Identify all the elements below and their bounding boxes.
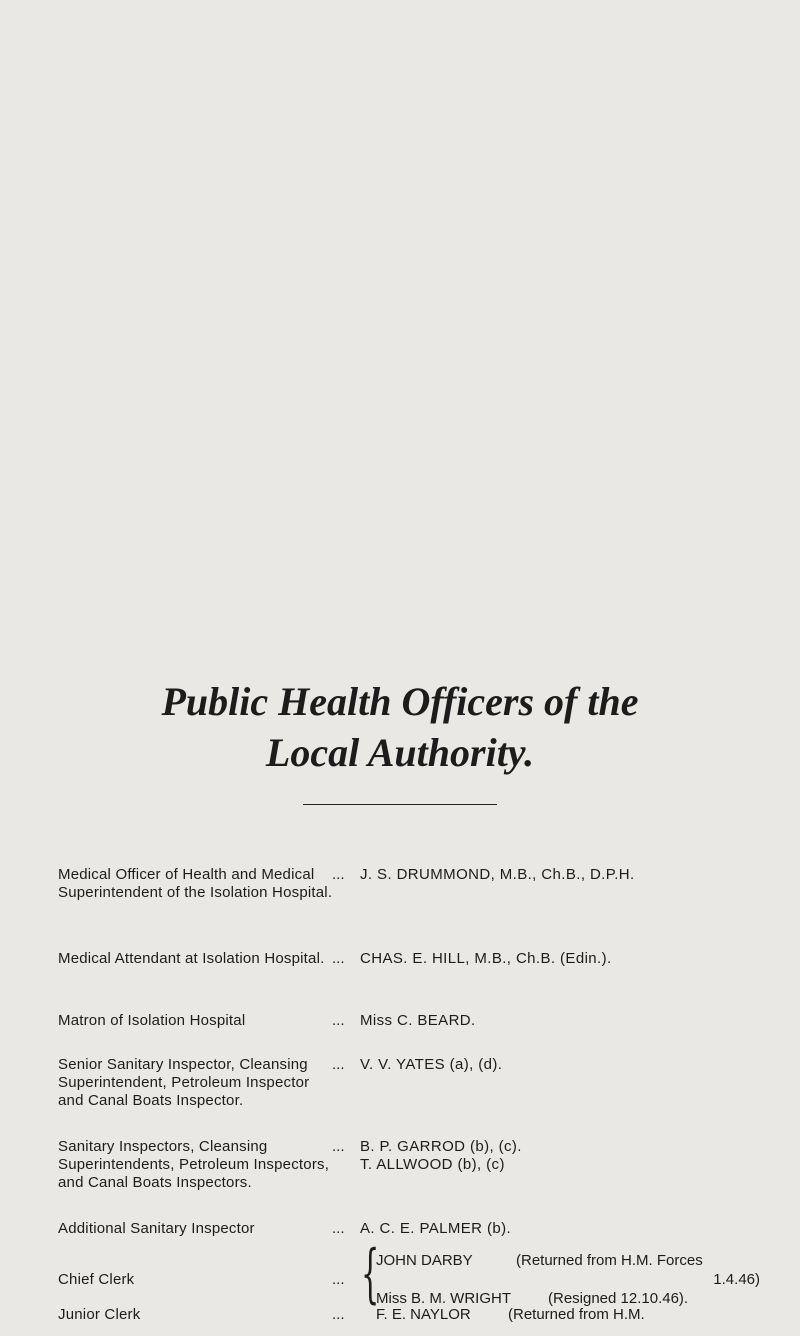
clerk-name: F. E. NAYLOR: [376, 1306, 471, 1323]
officer-name: Miss C. BEARD.: [360, 1012, 476, 1029]
leader-dots: ...: [332, 1012, 345, 1029]
brace-glyph: {: [361, 1237, 380, 1311]
title-divider: [303, 804, 497, 805]
leader-dots: ...: [332, 1220, 345, 1237]
leader-dots: ...: [332, 1306, 345, 1323]
clerk-note: 1.4.46): [713, 1271, 760, 1288]
clerk-note: (Returned from H.M. Forces: [516, 1252, 703, 1269]
officer-name: [360, 1138, 522, 1174]
leader-dots: ...: [332, 1056, 345, 1073]
officer-name: V. V. YATES (a), (d).: [360, 1056, 503, 1073]
officer-name: CHAS. E. HILL, M.B., Ch.B. (Edin.).: [360, 950, 612, 967]
leader-dots: ...: [332, 1138, 345, 1155]
page-title-line-1: Public Health Officers of the: [161, 679, 639, 724]
clerk-note: (Resigned 12.10.46).: [548, 1290, 689, 1307]
officer-role: Chief Clerk: [58, 1271, 135, 1288]
officer-role: Sanitary Inspectors, Cleansing Superintendents, Petroleum Inspectors, and Canal Boats Inspectors.: [58, 1138, 330, 1191]
officer-name-line: B. P. GARROD (b), (c).: [360, 1138, 522, 1155]
officer-role: Medical Officer of Health and Medical Superintendent of the Isolation Hospital.: [58, 866, 333, 901]
clerk-note: (Returned from H.M.: [508, 1306, 645, 1323]
junior-clerk-entry: [58, 1306, 760, 1336]
page-title-line-2: Local Authority.: [265, 730, 535, 775]
leader-dots: ...: [332, 1271, 345, 1288]
officer-name: J. S. DRUMMOND, M.B., Ch.B., D.P.H.: [360, 866, 635, 883]
officer-role: Additional Sanitary Inspector: [58, 1220, 255, 1237]
officer-role: Senior Sanitary Inspector, Cleansing Superintendent, Petroleum Inspector and Canal Boats Inspector.: [58, 1056, 310, 1109]
clerk-name: Miss B. M. WRIGHT: [376, 1290, 511, 1307]
leader-dots: ...: [332, 866, 345, 883]
officer-role: Junior Clerk: [58, 1306, 141, 1323]
leader-dots: ...: [332, 950, 345, 967]
officer-role: Medical Attendant at Isolation Hospital.: [58, 950, 325, 967]
officer-name: A. C. E. PALMER (b).: [360, 1220, 512, 1237]
clerk-name: JOHN DARBY: [376, 1252, 473, 1269]
officer-name-line: T. ALLWOOD (b), (c): [360, 1156, 505, 1173]
officer-role: Matron of Isolation Hospital: [58, 1012, 246, 1029]
